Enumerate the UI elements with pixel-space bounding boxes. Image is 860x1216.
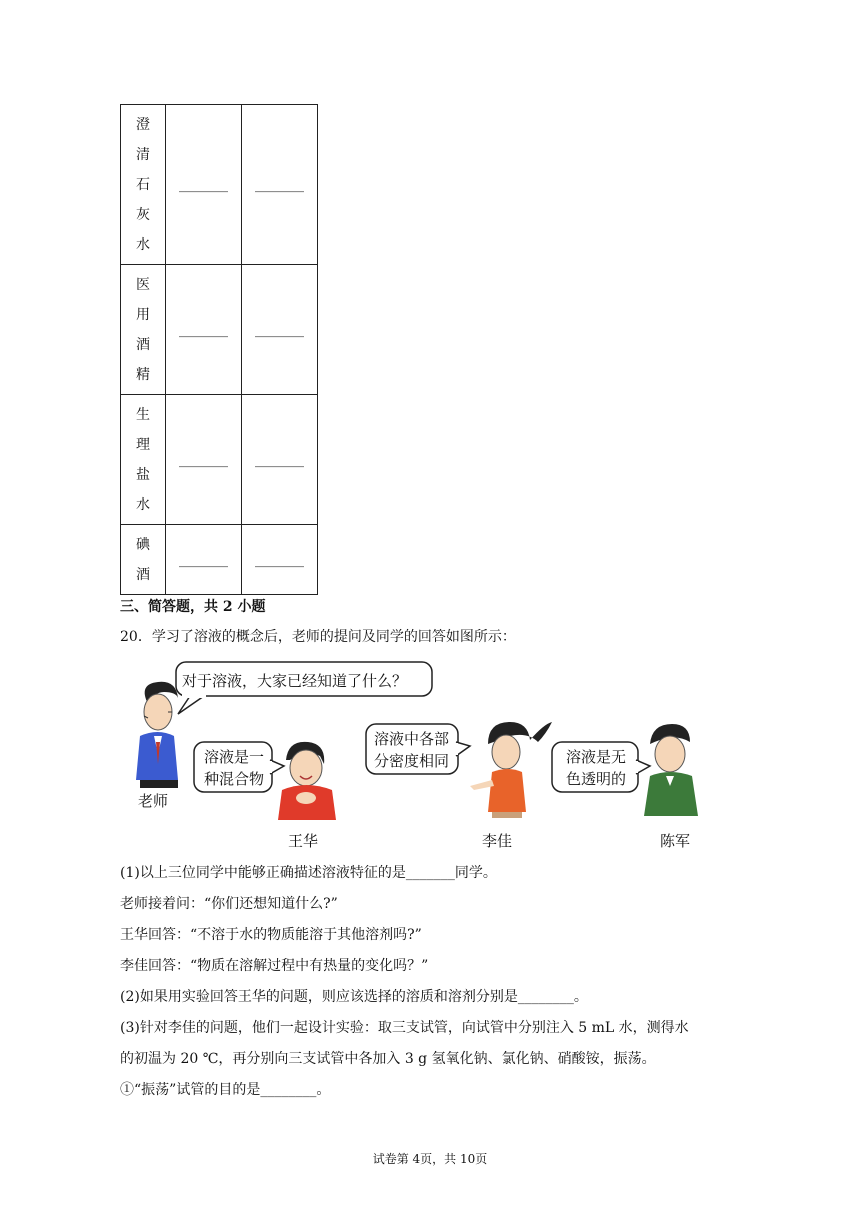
question-part-3-sub1: ①“振荡”试管的目的是________。	[120, 1082, 331, 1098]
name-char: 水	[136, 496, 150, 513]
label-lijia: 李佳	[482, 832, 513, 850]
name-char: 用	[136, 306, 150, 323]
wanghua-bubble-line2: 种混合物	[204, 770, 265, 788]
teacher-bubble-text: 对于溶液，大家已经知道了什么？	[182, 672, 408, 690]
name-char: 石	[136, 176, 150, 193]
answer-blank: _______	[179, 321, 228, 338]
name-char: 精	[136, 366, 150, 383]
teacher-figure	[136, 682, 178, 788]
dialogue-figure	[120, 656, 740, 856]
chenjun-bubble-line1: 溶液是无	[566, 748, 627, 766]
table-row	[121, 525, 318, 595]
answer-blank: _______	[179, 551, 228, 568]
name-char: 生	[136, 406, 150, 423]
table-row	[121, 265, 318, 395]
answer-cell-2[interactable]	[242, 525, 318, 595]
answer-blank: _______	[255, 551, 304, 568]
page-footer: 试卷第 4页，共 10页	[372, 1152, 488, 1166]
question-part-2: (2)如果用实验回答王华的问题，则应该选择的溶质和溶剂分别是________。	[120, 989, 588, 1005]
wanghua-answer-text: 王华回答：“不溶于水的物质能溶于其他溶剂吗?”	[120, 927, 422, 943]
lijia-bubble-line2: 分密度相同	[374, 752, 450, 770]
row-name-cell	[121, 395, 166, 525]
name-char: 酒	[136, 336, 150, 353]
name-char: 灰	[136, 206, 150, 223]
row-name-cell	[121, 525, 166, 595]
answer-blank: _______	[255, 321, 304, 338]
answer-cell-1[interactable]	[166, 105, 242, 265]
answer-blank: _______	[179, 176, 228, 193]
label-teacher: 老师	[138, 792, 169, 810]
answer-cell-1[interactable]	[166, 395, 242, 525]
question-stem: 20．学习了溶液的概念后，老师的提问及同学的回答如图所示：	[120, 629, 516, 645]
question-part-3-line1: (3)针对李佳的问题，他们一起设计实验：取三支试管，向试管中分别注入 5 mL 水，测得水	[120, 1020, 689, 1036]
wanghua-speech-bubble	[194, 742, 284, 792]
answer-cell-2[interactable]	[242, 265, 318, 395]
section-heading: 三、简答题，共 2 小题	[120, 599, 266, 615]
label-wanghua: 王华	[288, 832, 319, 850]
name-char: 清	[136, 146, 150, 163]
name-char: 盐	[136, 466, 150, 483]
answer-cell-1[interactable]	[166, 265, 242, 395]
row-name-cell	[121, 265, 166, 395]
answer-blank: _______	[179, 451, 228, 468]
name-char: 碘	[136, 536, 150, 553]
row-name-cell	[121, 105, 166, 265]
lijia-bubble-line1: 溶液中各部	[374, 730, 450, 748]
lijia-figure	[470, 722, 552, 818]
name-char: 水	[136, 236, 150, 253]
question-part-3-line2: 的初温为 20 ℃，再分别向三支试管中各加入 3 g 氢氧化钠、氯化钠、硝酸铵，振荡。	[120, 1051, 656, 1067]
label-chenjun: 陈军	[660, 832, 691, 850]
answer-cell-2[interactable]	[242, 395, 318, 525]
answer-cell-2[interactable]	[242, 105, 318, 265]
question-part-1: (1)以上三位同学中能够正确描述溶液特征的是_______同学。	[120, 865, 497, 881]
table-row	[121, 105, 318, 265]
answer-cell-1[interactable]	[166, 525, 242, 595]
wanghua-figure	[278, 742, 336, 820]
chenjun-speech-bubble	[552, 742, 650, 792]
name-char: 澄	[136, 116, 150, 133]
teacher-speech-bubble	[176, 662, 432, 714]
lijia-answer-text: 李佳回答：“物质在溶解过程中有热量的变化吗？”	[120, 958, 429, 974]
teacher-question-text: 老师接着问：“你们还想知道什么?”	[120, 896, 338, 912]
name-char: 理	[136, 436, 150, 453]
solution-table	[120, 104, 318, 595]
table-row	[121, 395, 318, 525]
answer-blank: _______	[255, 451, 304, 468]
wanghua-bubble-line1: 溶液是一	[204, 748, 265, 766]
name-char: 酒	[136, 566, 150, 583]
name-char: 医	[136, 276, 150, 293]
chenjun-bubble-line2: 色透明的	[566, 770, 627, 788]
lijia-speech-bubble	[366, 724, 470, 774]
chenjun-figure	[644, 724, 698, 816]
answer-blank: _______	[255, 176, 304, 193]
